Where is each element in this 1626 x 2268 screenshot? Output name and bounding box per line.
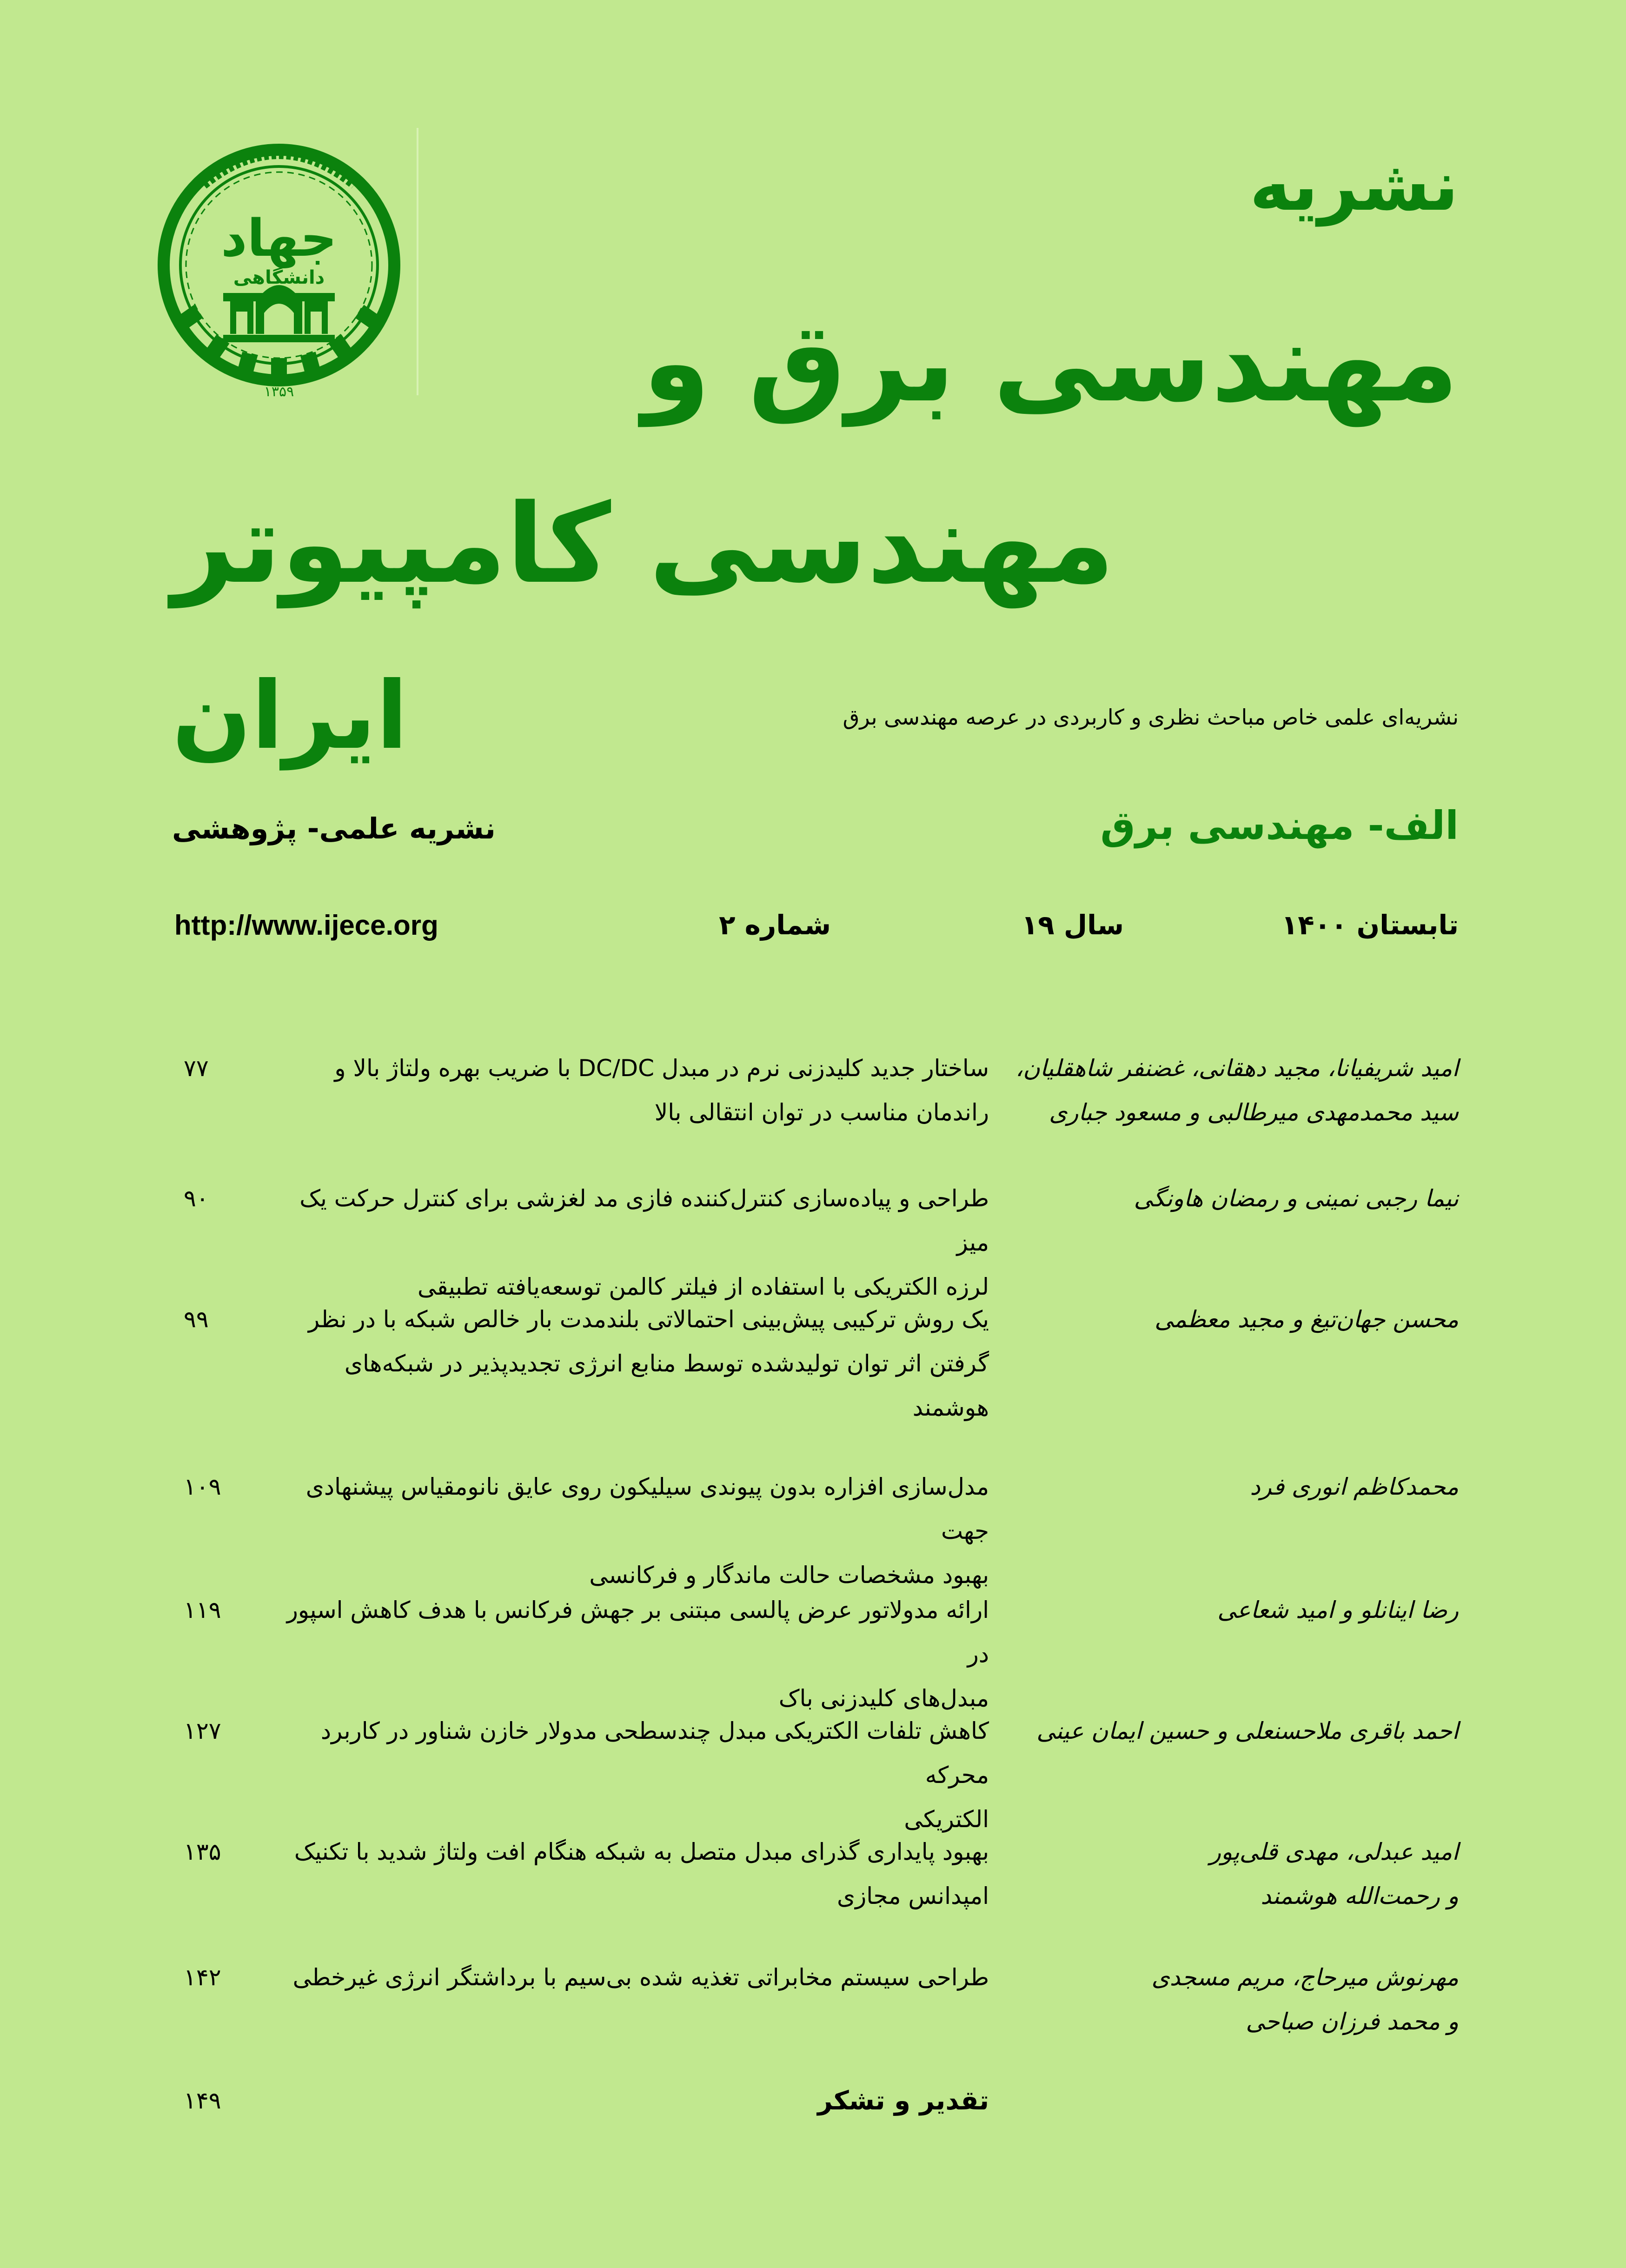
logo-subname: دانشگاهی — [233, 267, 325, 288]
toc-page-number: ۱۴۲ — [184, 1964, 221, 1991]
toc-authors: امید عبدلی، مهدی قلی‌پور و رحمت‌الله هوشمند — [1209, 1838, 1459, 1909]
journal-title-line1: نشریه — [1249, 146, 1459, 226]
toc-page-number: ۱۴۹ — [184, 2087, 221, 2114]
toc-authors: احمد باقری ملاحسنعلی و حسین ایمان عینی — [1036, 1717, 1459, 1744]
journal-url[interactable]: http://www.ijece.org — [174, 910, 438, 941]
toc-article-title: مدل‌سازی افزاره بدون پیوندی سیلیکون روی عایق نانومقیاس پیشنهادی جهت بهبود مشخصات حالت ماندگار و فرکانسی — [305, 1473, 989, 1589]
toc-authors: محمدکاظم انوری فرد — [1250, 1473, 1459, 1500]
journal-type: نشریه علمی- پژوهشی — [172, 811, 496, 845]
toc-article-title: یک روش ترکیبی پیش‌بینی احتمالاتی بلندمدت بار خالص شبکه با در نظر گرفتن اثر توان تولیدشده توسط منابع انرژی تجدیدپذیر در شبکه‌های هوشمند — [308, 1306, 989, 1421]
logo-year: ۱۳۵۹ — [264, 384, 294, 400]
toc-authors: امید شریفیانا، مجید دهقانی، غضنفر شاهقلیان، سید محمدمهدی میرطالبی و مسعود جباری — [1015, 1055, 1459, 1126]
toc-article-title: طراحی سیستم مخابراتی تغذیه شده بی‌سیم با برداشتگر انرژی غیرخطی — [292, 1964, 989, 1991]
toc-page-number: ۹۹ — [184, 1306, 209, 1333]
toc-page-number: ۱۱۹ — [184, 1596, 221, 1623]
logo-name: جهاد — [221, 208, 337, 268]
toc-authors: نیما رجبی نمینی و رمضان هاونگی — [1134, 1185, 1459, 1212]
journal-title-line2: مهندسی برق و — [642, 299, 1459, 426]
journal-title-line4: ایران — [172, 662, 408, 770]
logo-divider — [417, 128, 418, 395]
journal-section: الف- مهندسی برق — [1100, 803, 1459, 848]
issue-season: تابستان ۱۴۰۰ — [1281, 909, 1459, 941]
toc-article-title: طراحی و پیاده‌سازی کنترل‌کننده فازی مد لغزشی برای کنترل حرکت یک میز لرزه الکتریکی با استفاده از فیلتر کالمن توسعه‌یافته تطبیقی — [299, 1185, 989, 1300]
toc-page-number: ۱۰۹ — [184, 1473, 221, 1500]
toc-article-title: بهبود پایداری گذرای مبدل متصل به شبکه هنگام افت ولتاژ شدید با تکنیک امپدانس مجازی — [294, 1838, 989, 1909]
journal-subtitle: نشریه‌ای علمی خاص مباحث نظری و کاربردی در عرصه مهندسی برق — [843, 705, 1459, 730]
toc-acknowledgment-title: تقدیر و تشکر — [817, 2086, 989, 2116]
toc-article-title: کاهش تلفات الکتریکی مبدل چندسطحی مدولار خازن شناور در کاربرد محرکه الکتریکی — [320, 1717, 989, 1833]
journal-title-line3: مهندسی کامپیوتر — [172, 481, 1115, 608]
toc-article-title: ارائه مدولاتور عرض پالسی مبتنی بر جهش فرکانس با هدف کاهش اسپور در مبدل‌های کلیدزنی باک — [286, 1596, 989, 1712]
toc-authors: محسن جهان‌تیغ و مجید معظمی — [1155, 1306, 1459, 1333]
toc-article-title: ساختار جدید کلیدزنی نرم در مبدل DC/DC با ضریب بهره ولتاژ بالا و راندمان مناسب در توان انتقالی بالا — [334, 1055, 989, 1126]
toc-authors: رضا اینانلو و امید شعاعی — [1217, 1596, 1459, 1623]
issue-year: سال ۱۹ — [1021, 909, 1124, 941]
toc-page-number: ۹۰ — [184, 1185, 209, 1212]
issue-number: شماره ۲ — [719, 909, 831, 941]
toc-page-number: ۱۳۵ — [184, 1838, 221, 1865]
toc-page-number: ۱۲۷ — [184, 1717, 221, 1744]
toc-authors: مهرنوش میرحاج، مریم مسجدی و محمد فرزان صباحی — [1151, 1964, 1459, 2035]
jahad-daneshgahi-logo — [153, 130, 405, 400]
toc-page-number: ۷۷ — [184, 1055, 209, 1082]
